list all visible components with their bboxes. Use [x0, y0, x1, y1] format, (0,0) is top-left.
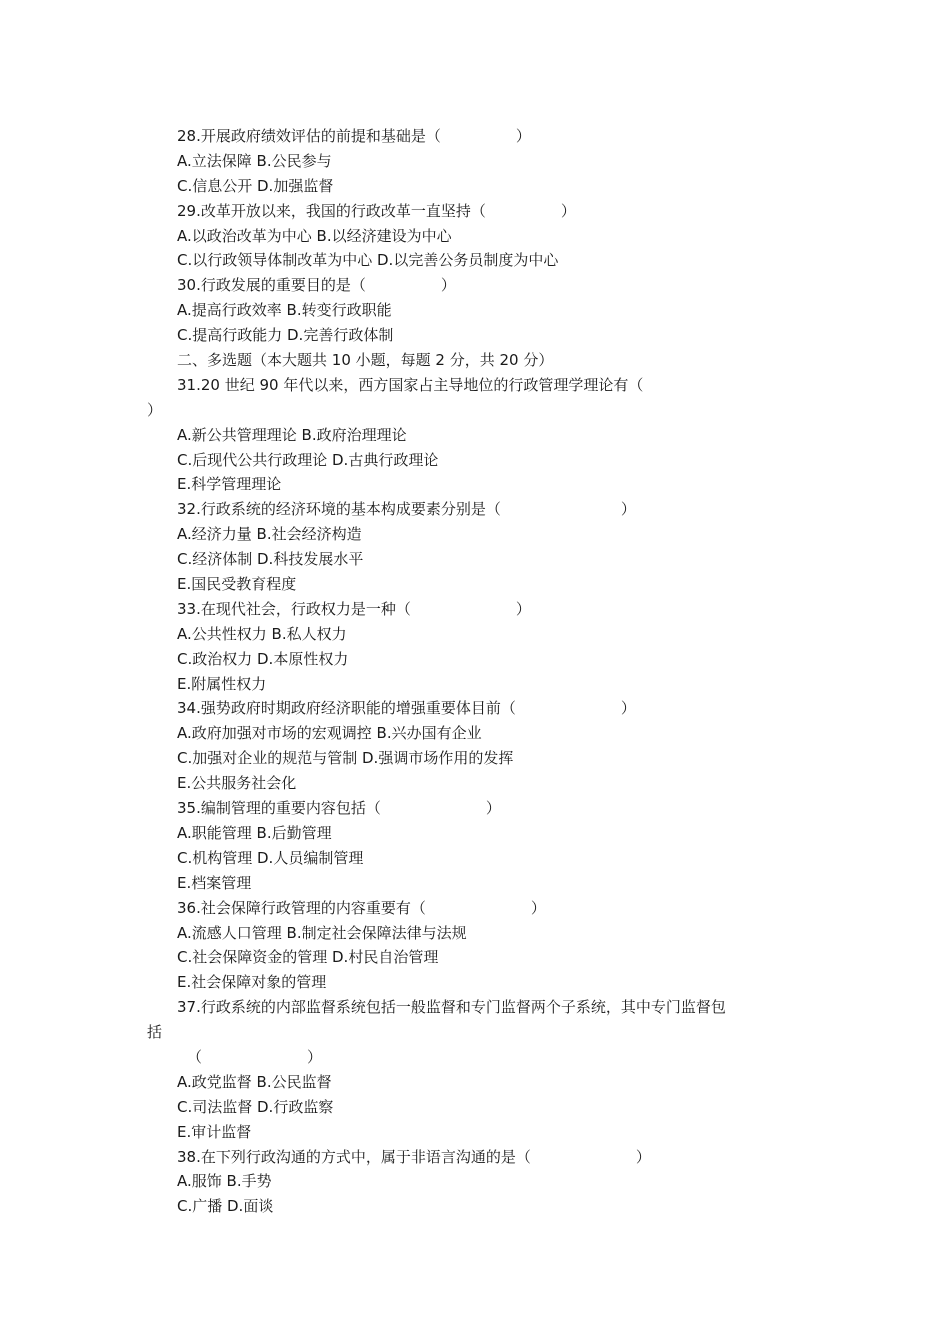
text-line: A.经济力量 B.社会经济构造: [177, 525, 362, 544]
text-line: E.国民受教育程度: [177, 575, 297, 594]
text-line: C.后现代公共行政理论 D.古典行政理论: [177, 450, 439, 469]
text-line: 29.改革开放以来，我国的行政改革一直坚持（ ）: [177, 201, 576, 220]
text-line: A.流感人口管理 B.制定社会保障法律与法规: [177, 923, 467, 942]
text-line: C.社会保障资金的管理 D.村民自治管理: [177, 948, 439, 967]
text-line: A.政府加强对市场的宏观调控 B.兴办国有企业: [177, 724, 482, 743]
text-line: 34.强势政府时期政府经济职能的增强重要体目前（ ）: [177, 699, 636, 718]
text-line: C.广播 D.面谈: [177, 1197, 274, 1216]
text-line: A.职能管理 B.后勤管理: [177, 823, 332, 842]
text-line: 37.行政系统的内部监督系统包括一般监督和专门监督两个子系统，其中专门监督包: [177, 998, 726, 1017]
text-line: 30.行政发展的重要目的是（ ）: [177, 276, 456, 295]
document-page: [0, 124, 950, 1219]
text-line: C.司法监督 D.行政监察: [177, 1097, 334, 1116]
text-line: A.以政治改革为中心 B.以经济建设为中心: [177, 226, 452, 245]
text-line: A.新公共管理理论 B.政府治理理论: [177, 425, 407, 444]
text-line: 28.开展政府绩效评估的前提和基础是（ ）: [177, 127, 531, 145]
text-line: E.社会保障对象的管理: [177, 973, 327, 992]
text-line: C.机构管理 D.人员编制管理: [177, 848, 364, 867]
text-line: E.审计监督: [177, 1122, 252, 1141]
text-line: 38.在下列行政沟通的方式中，属于非语言沟通的是（ ）: [177, 1147, 651, 1166]
text-line: 35.编制管理的重要内容包括（ ）: [177, 799, 501, 818]
text-line: 33.在现代社会，行政权力是一种（ ）: [177, 599, 531, 618]
text-line: C.政治权力 D.本原性权力: [177, 649, 349, 668]
text-line: E.公共服务社会化: [177, 774, 297, 793]
text-line: C.信息公开 D.加强监督: [177, 176, 334, 195]
text-line: E.档案管理: [177, 873, 252, 892]
text-line: C.以行政领导体制改革为中心 D.以完善公务员制度为中心: [177, 251, 559, 270]
text-line: （ ）: [187, 1047, 323, 1066]
text-line: C.加强对企业的规范与管制 D.强调市场作用的发挥: [177, 749, 514, 768]
text-line: 32.行政系统的经济环境的基本构成要素分别是（ ）: [177, 500, 636, 519]
text-line: 36.社会保障行政管理的内容重要有（ ）: [177, 898, 546, 917]
text-line: A.服饰 B.手势: [177, 1172, 272, 1191]
text-line: 31.20 世纪 90 年代以来，西方国家占主导地位的行政管理学理论有（: [177, 375, 644, 394]
text-line: 二、多选题（本大题共 10 小题，每题 2 分，共 20 分）: [177, 351, 554, 370]
text-line: E.科学管理理论: [177, 475, 282, 494]
text-line: E.附属性权力: [177, 674, 267, 693]
text-line: ）: [147, 400, 163, 419]
text-line: A.立法保障 B.公民参与: [177, 151, 332, 170]
text-line: 括: [147, 1023, 163, 1042]
text-line: C.提高行政能力 D.完善行政体制: [177, 326, 394, 345]
text-line: C.经济体制 D.科技发展水平: [177, 550, 364, 569]
text-line: A.公共性权力 B.私人权力: [177, 624, 347, 643]
text-line: A.政党监督 B.公民监督: [177, 1072, 332, 1091]
text-line: A.提高行政效率 B.转变行政职能: [177, 301, 392, 320]
